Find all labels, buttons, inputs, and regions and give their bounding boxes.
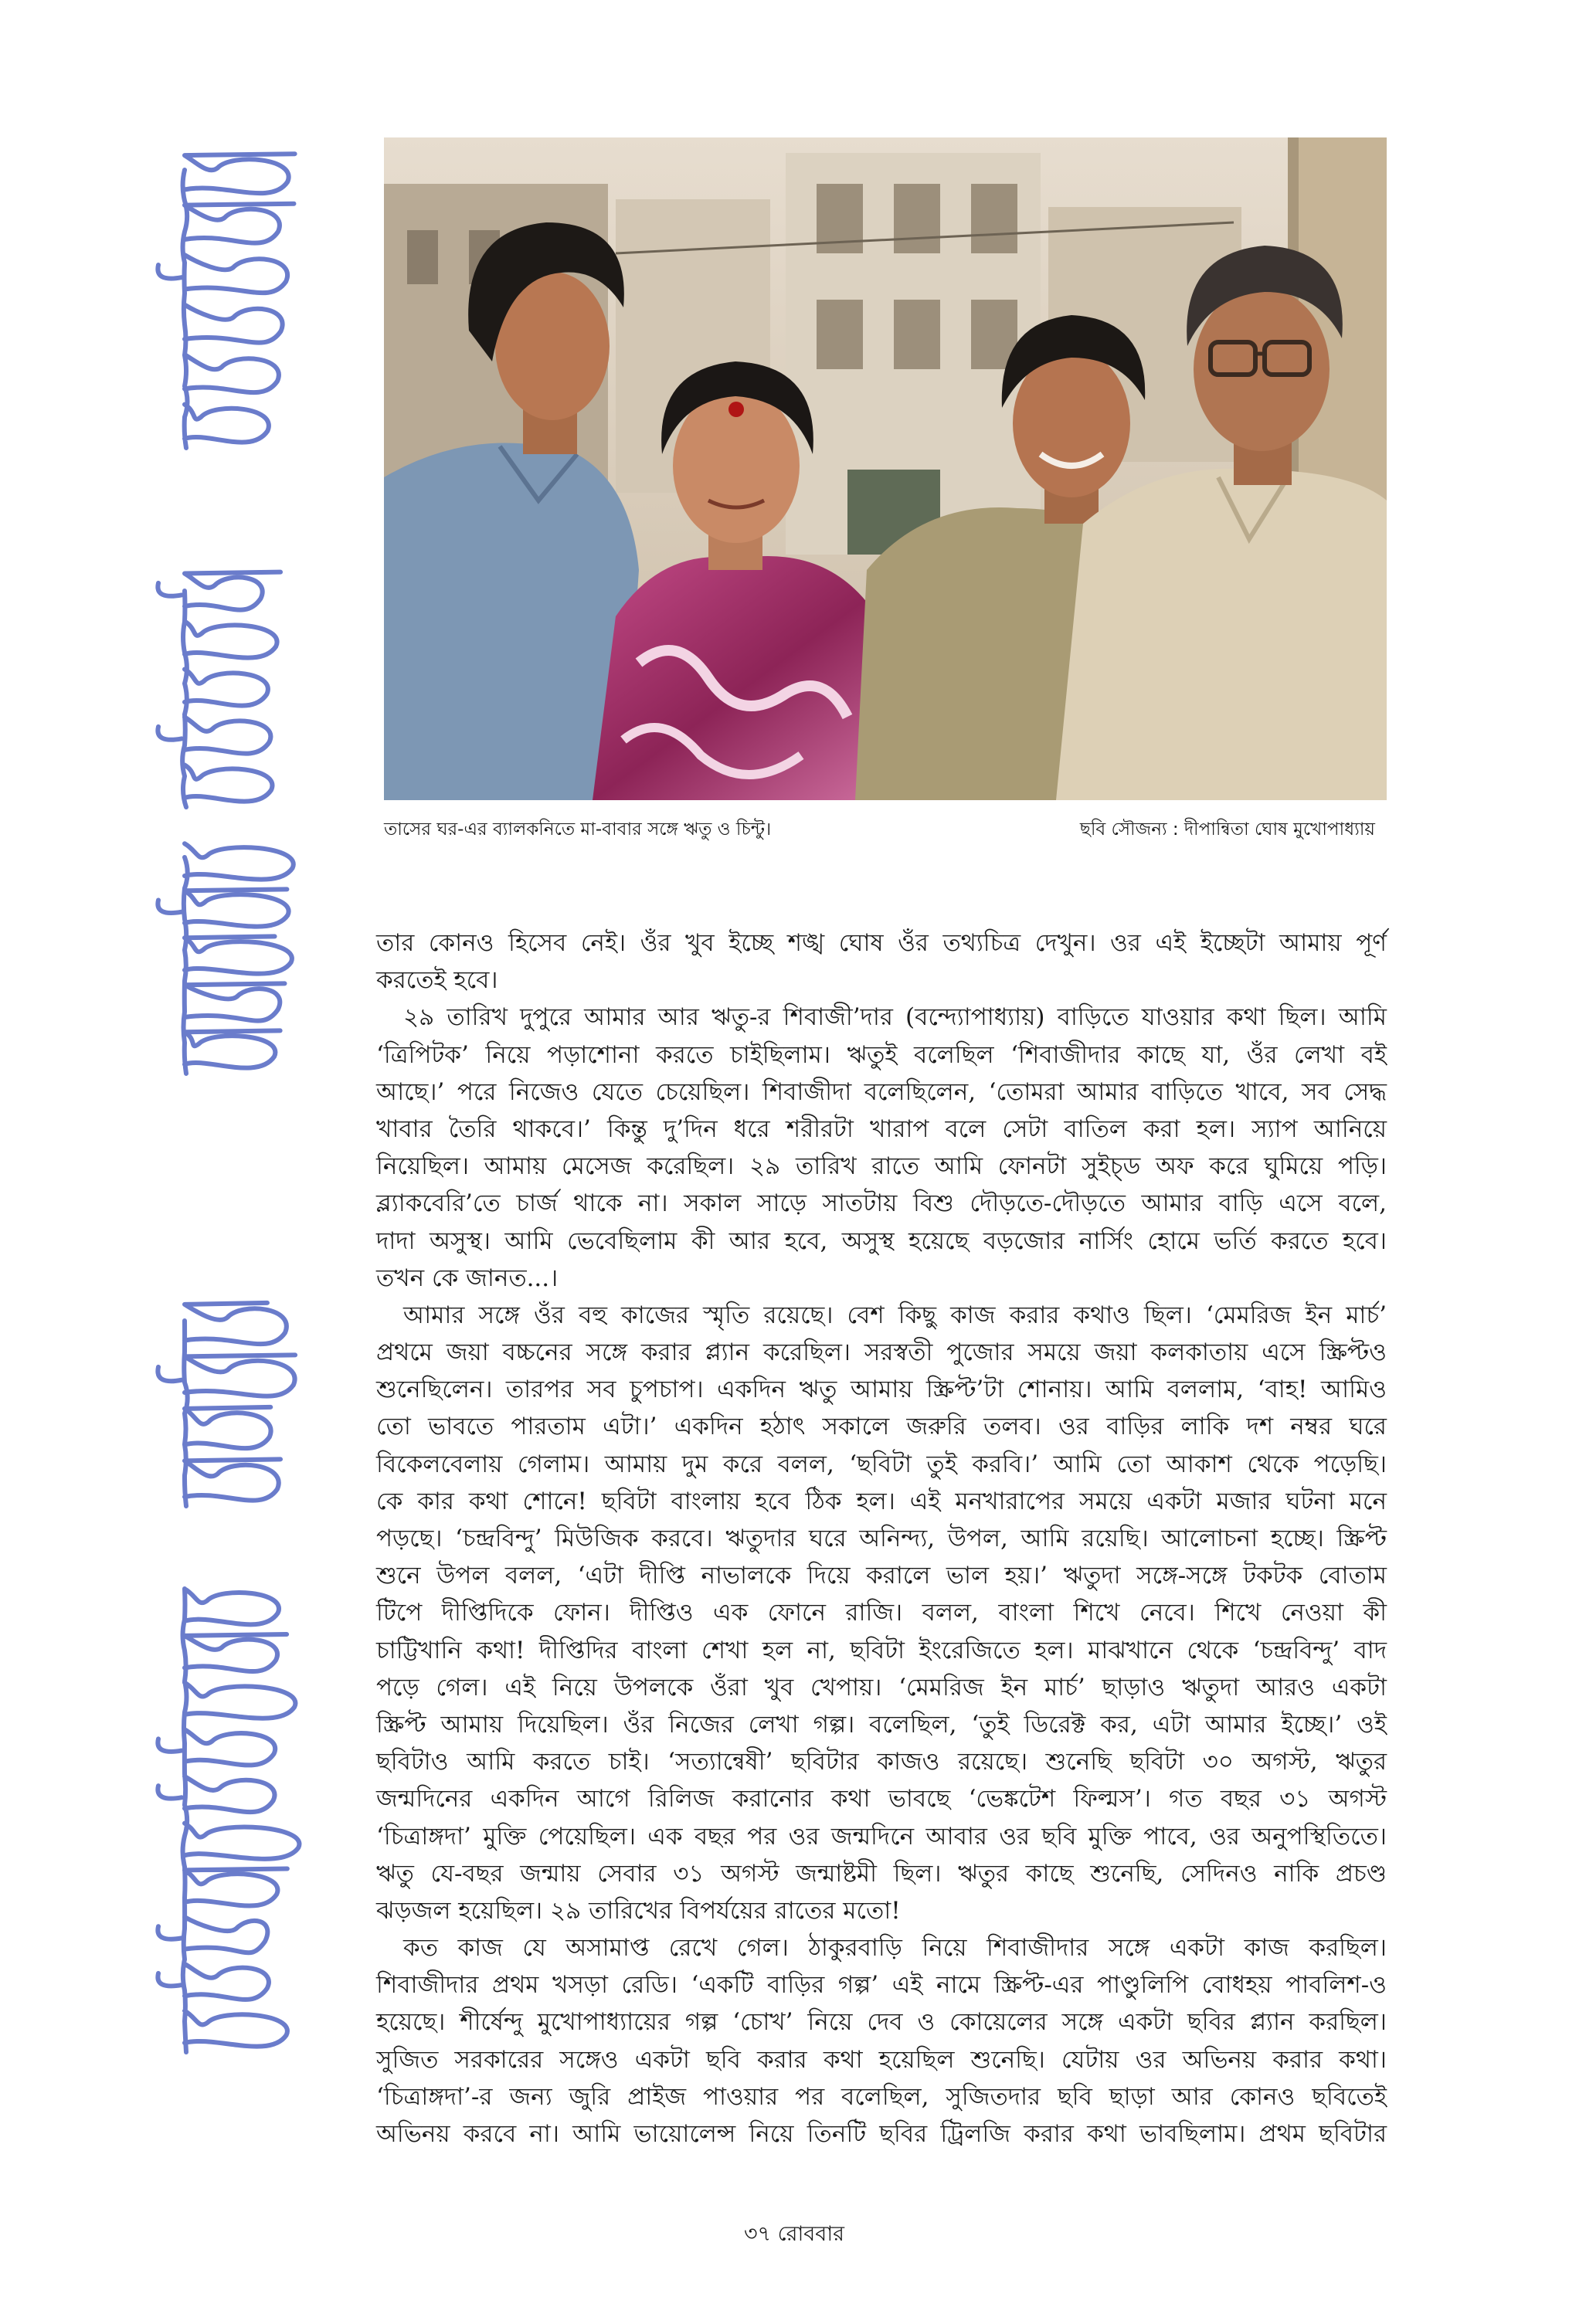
article-line <box>376 1148 1387 1185</box>
article-body <box>376 925 1387 2153</box>
article-line-text: তার কোনও হিসেব নেই। ওঁর খুব ইচ্ছে শঙ্খ ঘোষ ওঁর তথ্যচিত্র দেখুন। ওর এই ইচ্ছেটা আমায় পূর্ণ <box>376 929 1387 957</box>
article-line <box>376 1892 1387 1929</box>
article-line <box>376 1334 1387 1371</box>
article-line-text: করতেই হবে। <box>376 966 498 995</box>
article-line-text: ঋতু যে-বছর জন্মায় সেবার ৩১ অগস্ট জন্মাষ্টমী ছিল। ঋতুর কাছে শুনেছি, সেদিনও নাকি প্রচণ্ড <box>376 1859 1387 1888</box>
article-line-text: টিপে দীপ্তিদিকে ফোন। দীপ্তিও এক ফোনে রাজি। বলল, বাংলা শিখে নেবে। শিখে নেওয়া কী <box>376 1599 1387 1627</box>
article-line <box>376 1260 1387 1297</box>
article-line-text: শুনে উপল বলল, ‘এটা দীপ্তি নাভালকে দিয়ে করালে ভাল হয়।’ ঋতুদা সঙ্গে-সঙ্গে টকটক বোতাম <box>376 1562 1387 1590</box>
photo-family-on-balcony <box>384 137 1387 800</box>
article-line <box>376 1669 1387 1706</box>
article-line-text: প্রথমে জয়া বচ্চনের সঙ্গে করার প্ল্যান করেছিল। সরস্বতী পুজোর সময়ে জয়া কলকাতায় এসে স্ক্রিপ্টও <box>376 1338 1387 1367</box>
article-line <box>376 1223 1387 1260</box>
article-line-text: পড়ছে। ‘চন্দ্রবিন্দু’ মিউজিক করবে। ঋতুদার ঘরে অনিন্দ্য, উপল, আমি রয়েছি। আলোচনা হচ্ছে। স্ক্রিপ্ট <box>376 1525 1387 1552</box>
article-line <box>376 2003 1387 2041</box>
article-line <box>376 1966 1387 2003</box>
handwritten-word <box>158 1589 299 2052</box>
article-line <box>376 2115 1387 2153</box>
article-line <box>376 2041 1387 2078</box>
article-line <box>376 1632 1387 1669</box>
article-line-text: আমার সঙ্গে ওঁর বহু কাজের স্মৃতি রয়েছে। বেশ কিছু কাজ করার কথাও ছিল। ‘মেমরিজ ইন মার্চ’ <box>403 1301 1387 1329</box>
article-line-text: তো ভাবতে পারতাম এটা।’ একদিন হঠাৎ সকালে জরুরি তলব। ওর বাড়ির লাকি দশ নম্বর ঘরে <box>376 1413 1387 1441</box>
article-line <box>376 962 1387 999</box>
article-line-text: জন্মদিনের একদিন আগে রিলিজ করানোর কথা ভাবছে ‘ভেঙ্কটেশ ফিল্মস’। গত বছর ৩১ অগস্ট <box>376 1785 1387 1813</box>
article-line <box>376 1706 1387 1743</box>
article-line-text: পড়ে গেল। এই নিয়ে উপলকে ওঁরা খুব খেপায়। ‘মেমরিজ ইন মার্চ’ ছাড়াও ঋতুদা আরও একটা <box>376 1673 1387 1701</box>
article-line-text: শুনেছিলেন। তারপর সব চুপচাপ। একদিন ঋতু আমায় স্ক্রিপ্ট’টা শোনায়। আমি বললাম, ‘বাহ! আমিও <box>376 1376 1387 1404</box>
article-line-text: সুজিত সরকারের সঙ্গেও একটা ছবি করার কথা হয়েছিল শুনেছি। যেটায় ওর অভিনয় করার কথা। <box>376 2045 1387 2074</box>
article-line-text: অভিনয় করবে না। আমি ভায়োলেন্স নিয়ে তিনটি ছবির ট্রিলজি করার কথা ভাবছিলাম। প্রথম ছবিটার <box>376 2120 1387 2148</box>
article-line-text: হয়েছে। শীর্ষেন্দু মুখোপাধ্যায়ের গল্প ‘চোখ’ নিয়ে দেব ও কোয়েলের সঙ্গে একটা ছবির প্ল্যান করছিল। <box>376 2008 1387 2037</box>
article-line <box>376 1855 1387 1892</box>
article-line <box>376 2078 1387 2115</box>
article-line <box>376 1408 1387 1445</box>
article-line <box>376 1780 1387 1817</box>
article-line-text: খাবার তৈরি থাকবে।’ কিন্তু দু’দিন ধরে শরীরটা খারাপ বলে সেটা বাতিল করা হল। স্যাপ আনিয়ে <box>376 1115 1387 1143</box>
handwritten-word <box>158 843 293 1074</box>
article-line <box>376 1520 1387 1557</box>
article-line-text: আছে।’ পরে নিজেও যেতে চেয়েছিল। শিবাজীদা বলেছিলেন, ‘তোমরা আমার বাড়িতে খাবে, সব সেদ্ধ <box>376 1077 1387 1106</box>
article-line <box>376 1074 1387 1111</box>
article-line-text: ‘চিত্রাঙ্গদা’-র জন্য জুরি প্রাইজ পাওয়ার পর বলেছিল, সুজিতদার ছবি ছাড়া আর কোনও ছবিতেই <box>376 2082 1387 2111</box>
article-line-text: চাট্টিখানি কথা! দীপ্তিদির বাংলা শেখা হল না, ছবিটা ইংরেজিতে হল। মাঝখানে থেকে ‘চন্দ্রবিন্দু’ বাদ <box>376 1636 1387 1664</box>
article-line-text: কত কাজ যে অসামাপ্ত রেখে গেল। ঠাকুরবাড়ি নিয়ে শিবাজীদার সঙ্গে একটা কাজ করছিল। <box>403 1934 1387 1963</box>
article-line <box>376 1483 1387 1520</box>
article-line <box>376 1111 1387 1148</box>
article-line-text: ঝড়জল হয়েছিল। ২৯ তারিখের বিপর্যয়ের রাতের মতো! <box>376 1896 901 1925</box>
article-line <box>376 999 1387 1036</box>
article-line-text: কে কার কথা শোনে! ছবিটা বাংলায় হবে ঠিক হল। এই মনখারাপের সময়ে একটা মজার ঘটনা মনে <box>376 1487 1387 1515</box>
article-line <box>376 1743 1387 1780</box>
article-line <box>376 1594 1387 1631</box>
article-line-text: নিয়েছিল। আমায় মেসেজ করেছিল। ২৯ তারিখ রাতে আমি ফোনটা সুইচ্‌ড অফ করে ঘুমিয়ে পড়ি। <box>376 1152 1387 1181</box>
photo-caption: তাসের ঘর-এর ব্যালকনিতে মা-বাবার সঙ্গে ঋতু ও চিন্টু। <box>384 819 772 840</box>
article-line-text: তখন কে জানত...। <box>376 1264 559 1292</box>
article-line <box>376 1371 1387 1408</box>
article-line <box>376 925 1387 962</box>
article-line <box>376 1818 1387 1855</box>
article-line <box>376 1446 1387 1483</box>
handwritten-word <box>158 154 294 448</box>
article-line-text: ‘ত্রিপিটক’ নিয়ে পড়াশোনা করতে চাইছিলাম। ঋতুই বলেছিল ‘শিবাজীদার কাছে যা, ওঁর লেখা বই <box>376 1040 1387 1069</box>
handwritten-word <box>158 572 280 807</box>
article-line-text: ব্ল্যাকবেরি’তে চার্জ থাকে না। সকাল সাড়ে সাতটায় বিশু দৌড়তে-দৌড়তে আমার বাড়ি এসে বলে, <box>376 1189 1387 1218</box>
article-line-text: ছবিটাও আমি করতে চাই। ‘সত্যান্বেষী’ ছবিটার কাজও রয়েছে। শুনেছি ছবিটা ৩০ অগস্ট, ঋতুর <box>376 1748 1387 1776</box>
article-line <box>376 1929 1387 1966</box>
handwritten-vertical-heading <box>135 139 321 2070</box>
article-line <box>376 1557 1387 1594</box>
article-line <box>376 1297 1387 1334</box>
article-line-text: বিকেলবেলায় গেলাম। আমায় দুম করে বলল, ‘ছবিটা তুই করবি।’ আমি তো আকাশ থেকে পড়েছি। <box>376 1450 1387 1478</box>
article-line <box>376 1036 1387 1074</box>
page-number-footer: ৩৭ রোববার <box>743 2222 845 2246</box>
article-line-text: স্ক্রিপ্ট আমায় দিয়েছিল। ওঁর নিজের লেখা গল্প। বলেছিল, ‘তুই ডিরেক্ট কর, এটা আমার ইচ্ছে।’ ওই <box>376 1710 1387 1739</box>
article-line-text: ২৯ তারিখ দুপুরে আমার আর ঋতু-র শিবাজী’দার (বন্দ্যোপাধ্যায়) বাড়িতে যাওয়ার কথা ছিল। আমি <box>403 1003 1387 1032</box>
photo-credit: ছবি সৌজন্য : দীপান্বিতা ঘোষ মুখোপাধ্যায় <box>1079 819 1375 840</box>
article-line-text: দাদা অসুস্থ। আমি ভেবেছিলাম কী আর হবে, অসুস্থ হয়েছে বড়জোর নার্সিং হোমে ভর্তি করতে হবে। <box>376 1226 1387 1255</box>
article-line-text: শিবাজীদার প্রথম খসড়া রেডি। ‘একটি বাড়ির গল্প’ এই নামে স্ক্রিপ্ট-এর পাণ্ডুলিপি বোধহয় পাবলিশ-ও <box>376 1971 1387 2000</box>
handwritten-word <box>158 1303 295 1506</box>
article-line <box>376 1185 1387 1222</box>
article-line-text: ‘চিত্রাঙ্গদা’ মুক্তি পেয়েছিল। এক বছর পর ওর জন্মদিনে আবার ওর ছবি মুক্তি পাবে, ওর অনুপস্থিতিতে। <box>376 1822 1387 1851</box>
